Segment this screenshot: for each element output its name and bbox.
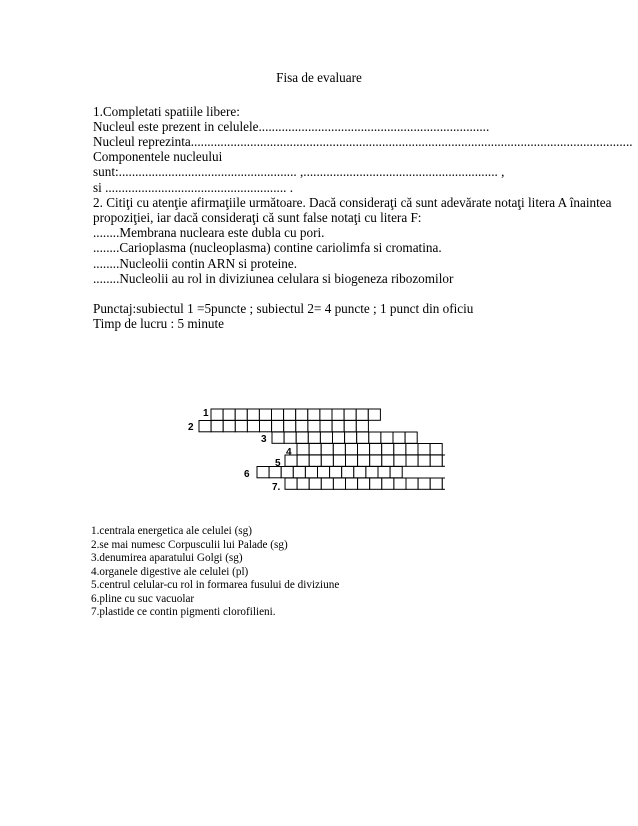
- crossword-cell[interactable]: [346, 478, 358, 489]
- crossword-cell[interactable]: [308, 432, 320, 443]
- crossword-cell[interactable]: [211, 421, 223, 432]
- crossword-cell[interactable]: [394, 478, 406, 489]
- crossword-cell[interactable]: [272, 421, 284, 432]
- crossword-cell[interactable]: [247, 409, 259, 420]
- crossword-cell[interactable]: [333, 444, 345, 455]
- crossword-cell[interactable]: [321, 444, 333, 455]
- crossword-cell[interactable]: [285, 478, 297, 489]
- crossword-cell[interactable]: [320, 421, 332, 432]
- crossword-cell[interactable]: [272, 409, 284, 420]
- time-text: Timp de lucru : 5 minute: [93, 316, 225, 331]
- fill-line-4: sunt:...................................................... ,........................................................... ,: [93, 164, 505, 179]
- crossword-cell[interactable]: [406, 478, 418, 489]
- crossword-cell[interactable]: [296, 432, 308, 443]
- clue-7: 7.plastide ce contin pigmenti clorofilieni.: [91, 606, 276, 618]
- crossword-cell[interactable]: [321, 455, 333, 466]
- crossword-cell[interactable]: [305, 467, 317, 478]
- crossword-cell[interactable]: [366, 467, 378, 478]
- crossword-number-7: 7.: [272, 482, 281, 493]
- crossword-cell[interactable]: [430, 478, 442, 489]
- clue-3: 3.denumirea aparatului Golgi (sg): [91, 552, 243, 564]
- crossword-cell[interactable]: [378, 467, 390, 478]
- crossword-cell[interactable]: [418, 444, 430, 455]
- crossword-cell[interactable]: [321, 478, 333, 489]
- page-title: Fisa de evaluare: [276, 70, 362, 85]
- fill-line-2: Nucleul reprezinta......................................................................................................................................: [93, 134, 633, 149]
- crossword-cell[interactable]: [284, 432, 296, 443]
- crossword-cell[interactable]: [257, 467, 269, 478]
- crossword-cell[interactable]: [308, 409, 320, 420]
- section1-heading: 1.Completati spatiile libere:: [93, 104, 240, 119]
- crossword-cell[interactable]: [430, 444, 442, 455]
- crossword-cell[interactable]: [281, 467, 293, 478]
- crossword-cell[interactable]: [358, 444, 370, 455]
- crossword-cell[interactable]: [333, 432, 345, 443]
- crossword-cell[interactable]: [370, 444, 382, 455]
- crossword-cell[interactable]: [354, 467, 366, 478]
- section2-heading: 2. Citiţi cu atenţie afirmaţiile următoare. Dacă consideraţi că sunt adevărate notaţi litera A înaintea: [93, 195, 612, 210]
- crossword-cell[interactable]: [223, 421, 235, 432]
- crossword-cell[interactable]: [394, 444, 406, 455]
- crossword-cell[interactable]: [318, 467, 330, 478]
- crossword-cell[interactable]: [259, 409, 271, 420]
- crossword-number-2: 2: [188, 422, 194, 433]
- crossword-cell[interactable]: [390, 467, 402, 478]
- crossword-cell[interactable]: [345, 432, 357, 443]
- crossword-cell[interactable]: [382, 478, 394, 489]
- fill-line-5: si ....................................................... .: [93, 180, 294, 195]
- crossword-cell[interactable]: [309, 455, 321, 466]
- crossword-cell[interactable]: [332, 409, 344, 420]
- crossword-cell[interactable]: [393, 432, 405, 443]
- crossword-cell[interactable]: [382, 455, 394, 466]
- statement-1: ........Membrana nucleara este dubla cu pori.: [93, 225, 325, 240]
- scoring-text: Punctaj:subiectul 1 =5puncte ; subiectul 2= 4 puncte ; 1 punct din oficiu: [93, 301, 474, 316]
- crossword-cell[interactable]: [199, 421, 211, 432]
- fill-line-3: Componentele nucleului: [93, 149, 223, 164]
- crossword-cell[interactable]: [345, 444, 357, 455]
- crossword-cell[interactable]: [406, 455, 418, 466]
- clue-5: 5.centrul celular-cu rol in formarea fusului de diviziune: [91, 579, 340, 591]
- crossword-cell[interactable]: [442, 455, 445, 466]
- crossword-cell[interactable]: [368, 409, 380, 420]
- crossword-cell[interactable]: [320, 432, 332, 443]
- crossword-number-3: 3: [261, 434, 267, 445]
- crossword-cell[interactable]: [442, 478, 445, 489]
- crossword-cell[interactable]: [357, 432, 369, 443]
- crossword-cell[interactable]: [284, 421, 296, 432]
- crossword-cell[interactable]: [296, 421, 308, 432]
- crossword-cell[interactable]: [358, 478, 370, 489]
- crossword-cell[interactable]: [405, 432, 417, 443]
- fill-line-1: Nucleul este prezent in celulele......................................................................: [93, 119, 490, 134]
- crossword-cell[interactable]: [260, 421, 272, 432]
- crossword-cell[interactable]: [406, 444, 418, 455]
- crossword-grid: [185, 405, 445, 497]
- crossword-cell[interactable]: [309, 478, 321, 489]
- crossword-cell[interactable]: [284, 409, 296, 420]
- crossword-cell[interactable]: [293, 467, 305, 478]
- crossword-cell[interactable]: [297, 478, 309, 489]
- crossword-cell[interactable]: [418, 478, 430, 489]
- crossword-cell[interactable]: [430, 455, 442, 466]
- crossword-cell[interactable]: [369, 432, 381, 443]
- crossword-cell[interactable]: [344, 421, 356, 432]
- statement-3: ........Nucleolii contin ARN si proteine.: [93, 256, 298, 271]
- crossword-cell[interactable]: [296, 409, 308, 420]
- crossword-cell[interactable]: [272, 432, 284, 443]
- crossword-cell[interactable]: [247, 421, 259, 432]
- statement-2: ........Carioplasma (nucleoplasma) contine cariolimfa si cromatina.: [93, 240, 442, 255]
- clue-2: 2.se mai numesc Corpusculii lui Palade (sg): [91, 539, 288, 551]
- crossword-cell[interactable]: [333, 478, 345, 489]
- crossword-cell[interactable]: [342, 467, 354, 478]
- crossword-cell[interactable]: [370, 478, 382, 489]
- crossword-cell[interactable]: [346, 455, 358, 466]
- crossword-cell[interactable]: [297, 444, 309, 455]
- section2-heading-cont: propoziţiei, iar dacă consideraţi că sunt false notaţi cu litera F:: [93, 210, 422, 225]
- crossword-cell[interactable]: [235, 421, 247, 432]
- crossword-cell[interactable]: [356, 409, 368, 420]
- crossword-cell[interactable]: [235, 409, 247, 420]
- crossword-cell[interactable]: [211, 409, 223, 420]
- crossword-cell[interactable]: [223, 409, 235, 420]
- crossword-cell[interactable]: [308, 421, 320, 432]
- clue-4: 4.organele digestive ale celulei (pl): [91, 566, 249, 578]
- crossword-cell[interactable]: [381, 432, 393, 443]
- crossword-number-5: 5: [275, 458, 281, 469]
- crossword-cell[interactable]: [394, 455, 406, 466]
- crossword-cell[interactable]: [358, 455, 370, 466]
- clue-1: 1.centrala energetica ale celulei (sg): [91, 525, 252, 537]
- crossword-cell[interactable]: [418, 455, 430, 466]
- crossword-cell[interactable]: [332, 421, 344, 432]
- crossword-number-1: 1: [203, 408, 209, 419]
- crossword-cell[interactable]: [344, 409, 356, 420]
- clue-6: 6.pline cu suc vacuolar: [91, 593, 195, 605]
- crossword-number-4: 4: [286, 447, 292, 458]
- crossword-cell[interactable]: [309, 444, 321, 455]
- statement-4: ........Nucleolii au rol in diviziunea celulara si biogeneza ribozomilor: [93, 271, 454, 286]
- crossword-cell[interactable]: [370, 455, 382, 466]
- crossword-cell[interactable]: [382, 444, 394, 455]
- crossword-cell[interactable]: [330, 467, 342, 478]
- crossword-number-6: 6: [244, 469, 250, 480]
- crossword-cell[interactable]: [356, 421, 368, 432]
- crossword-cell[interactable]: [320, 409, 332, 420]
- crossword-cell[interactable]: [297, 455, 309, 466]
- crossword-cells: [199, 409, 445, 489]
- crossword-cell[interactable]: [333, 455, 345, 466]
